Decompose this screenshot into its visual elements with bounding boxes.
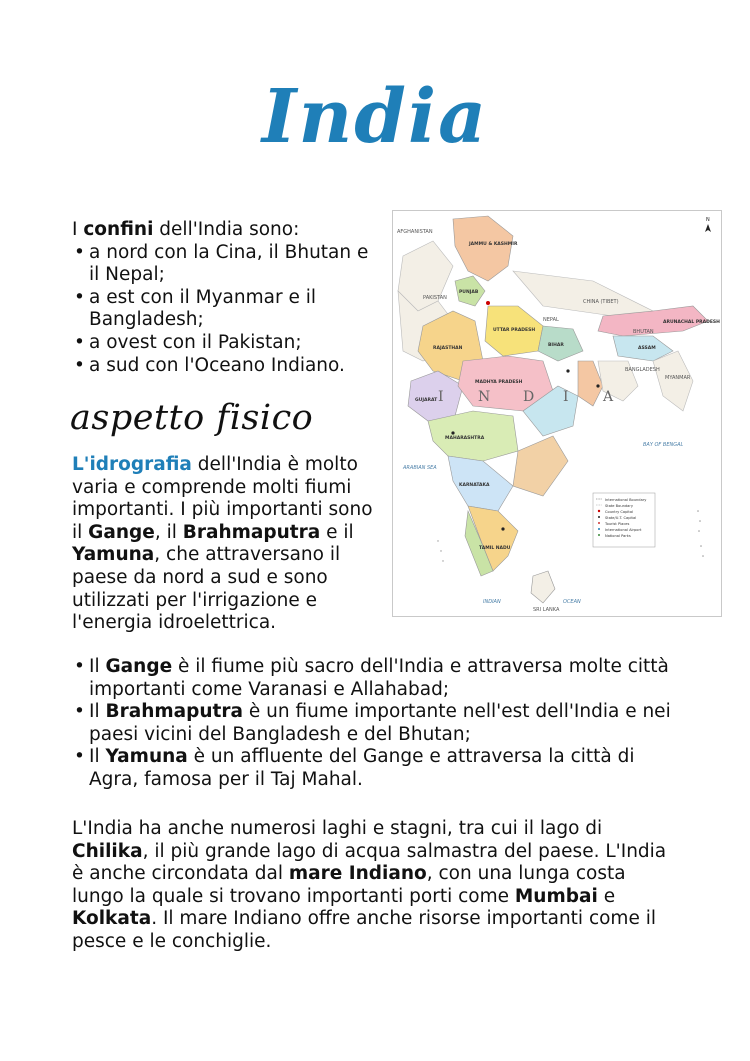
legend-item: International Boundary — [605, 498, 647, 502]
list-item — [72, 746, 672, 791]
map-india-letter: D — [523, 389, 537, 405]
state-label: JAMMU & KASHMIR — [469, 242, 518, 247]
legend-item: Tourist Places — [605, 522, 630, 526]
country-label: CHINA (TIBET) — [583, 299, 619, 305]
legend-item: National Parks — [605, 534, 631, 538]
bold-term: Mumbai — [514, 885, 598, 907]
sea-label: INDIAN — [483, 599, 501, 605]
list-item: • a ovest con il Pakistan; — [72, 332, 382, 355]
country-label: SRI LANKA — [533, 607, 560, 613]
paragraph-text: , con una lunga costa lungo la quale si trovano importanti porti come — [72, 863, 626, 907]
map-india-letter: A — [603, 389, 616, 405]
bold-term: Yamuna — [72, 544, 155, 566]
legend-item: State/U.T. Capital — [605, 516, 637, 520]
list-item: • a nord con la Cina, il Bhutan e il Nepal; — [72, 242, 382, 287]
north-label: N — [706, 217, 710, 223]
map-india-letter: N — [478, 389, 493, 405]
paragraph-text: dell'India è molto varia e comprende molti fiumi importanti. I più importanti sono il — [72, 454, 373, 543]
bold-term: mare Indiano — [288, 863, 427, 885]
list-text: Il — [89, 656, 106, 677]
city-marker — [451, 431, 454, 434]
map-india-letter: I — [438, 389, 446, 405]
borders-section — [72, 219, 382, 377]
capital-marker — [486, 301, 490, 305]
borders-lead — [72, 219, 382, 242]
lead-text: I — [72, 219, 84, 240]
paragraph-text: e — [597, 885, 616, 907]
list-item — [72, 656, 672, 701]
highlight-term: L'idrografia — [72, 454, 192, 475]
map-india-letter: I — [563, 389, 571, 405]
list-text: Il — [89, 746, 106, 768]
city-marker — [566, 369, 569, 372]
state-label: GUJARAT — [415, 398, 438, 403]
bold-term: Kolkata — [72, 908, 152, 930]
list-item: • a est con il Myanmar e il Bangladesh; — [72, 287, 382, 332]
sea-label: OCEAN — [563, 599, 581, 605]
list-item: • a sud con l'Oceano Indiano. — [72, 355, 382, 378]
lead-bold: confini — [83, 219, 154, 240]
country-label: AFGHANISTAN — [397, 229, 433, 235]
bold-term: Brahmaputra — [182, 521, 321, 543]
india-political-map — [392, 210, 722, 617]
country-label: MYANMAR — [665, 375, 691, 381]
country-label: BHUTAN — [633, 329, 654, 335]
paragraph-text: . Il mare Indiano offre anche risorse importanti come il pesce e le conchiglie. — [72, 908, 656, 952]
country-label: NEPAL — [543, 317, 559, 323]
country-label: BANGLADESH — [625, 367, 660, 373]
paragraph-text: , che attraversano il paese da nord a sud e sono utilizzati per l'irrigazione e l'energia idroelettrica. — [72, 544, 341, 634]
list-text: è un affluente del Gange e attraversa la città di Agra, famosa per il Taj Mahal. — [89, 746, 635, 790]
state-label: ARUNACHAL PRADESH — [663, 320, 720, 325]
rivers-list — [72, 656, 672, 792]
sea-label: ARABIAN SEA — [403, 465, 437, 471]
paragraph-text: L'India ha anche numerosi laghi e stagni, tra cui il lago di — [72, 818, 603, 839]
bold-term: Gange — [88, 521, 155, 543]
borders-list — [72, 242, 382, 378]
state-label: UTTAR PRADESH — [493, 328, 536, 333]
legend-item: State Boundary — [605, 504, 633, 508]
lakes-paragraph — [72, 818, 672, 954]
legend-item: Country Capital — [605, 510, 634, 514]
hydrography-paragraph — [72, 454, 382, 635]
country-label: PAKISTAN — [423, 295, 447, 301]
state-label: PUNJAB — [459, 290, 479, 295]
page-title: India — [261, 74, 489, 160]
list-text: è il fiume più sacro dell'India e attraversa molte città importanti come Varanasi e Allahabad; — [89, 656, 669, 700]
list-text: Il — [89, 701, 106, 723]
lead-text: dell'India sono: — [153, 219, 300, 240]
list-text: è un fiume importante nell'est dell'India e nei paesi vicini del Bangladesh e del Bhutan; — [89, 701, 671, 745]
state-label: MADHYA PRADESH — [475, 380, 523, 385]
section-heading: aspetto fisico — [70, 398, 314, 438]
rivers-section — [72, 656, 672, 792]
state-label: TAMIL NADU — [479, 546, 511, 551]
state-label: KARNATAKA — [459, 483, 490, 488]
state-label: BIHAR — [548, 343, 564, 348]
city-marker — [501, 527, 504, 530]
state-label: MAHARASHTRA — [445, 436, 485, 441]
city-marker — [596, 384, 599, 387]
bold-term: Yamuna — [105, 746, 188, 768]
legend-item: International Airport — [605, 528, 642, 532]
state-label: ASSAM — [638, 346, 656, 351]
bold-term: Brahmaputra — [105, 701, 243, 723]
state-label: RAJASTHAN — [433, 346, 463, 351]
paragraph-text: e il — [320, 521, 354, 543]
list-item — [72, 701, 672, 746]
bold-term: Gange — [105, 656, 173, 677]
bold-term: Chilika — [72, 840, 143, 862]
sea-label: BAY OF BENGAL — [643, 442, 684, 448]
paragraph-text: , il — [154, 521, 183, 543]
map-svg — [393, 211, 721, 616]
paragraph-text: , il più grande lago di acqua salmastra del paese. L'India è anche circondata dal — [72, 840, 667, 885]
map-legend — [593, 493, 655, 547]
